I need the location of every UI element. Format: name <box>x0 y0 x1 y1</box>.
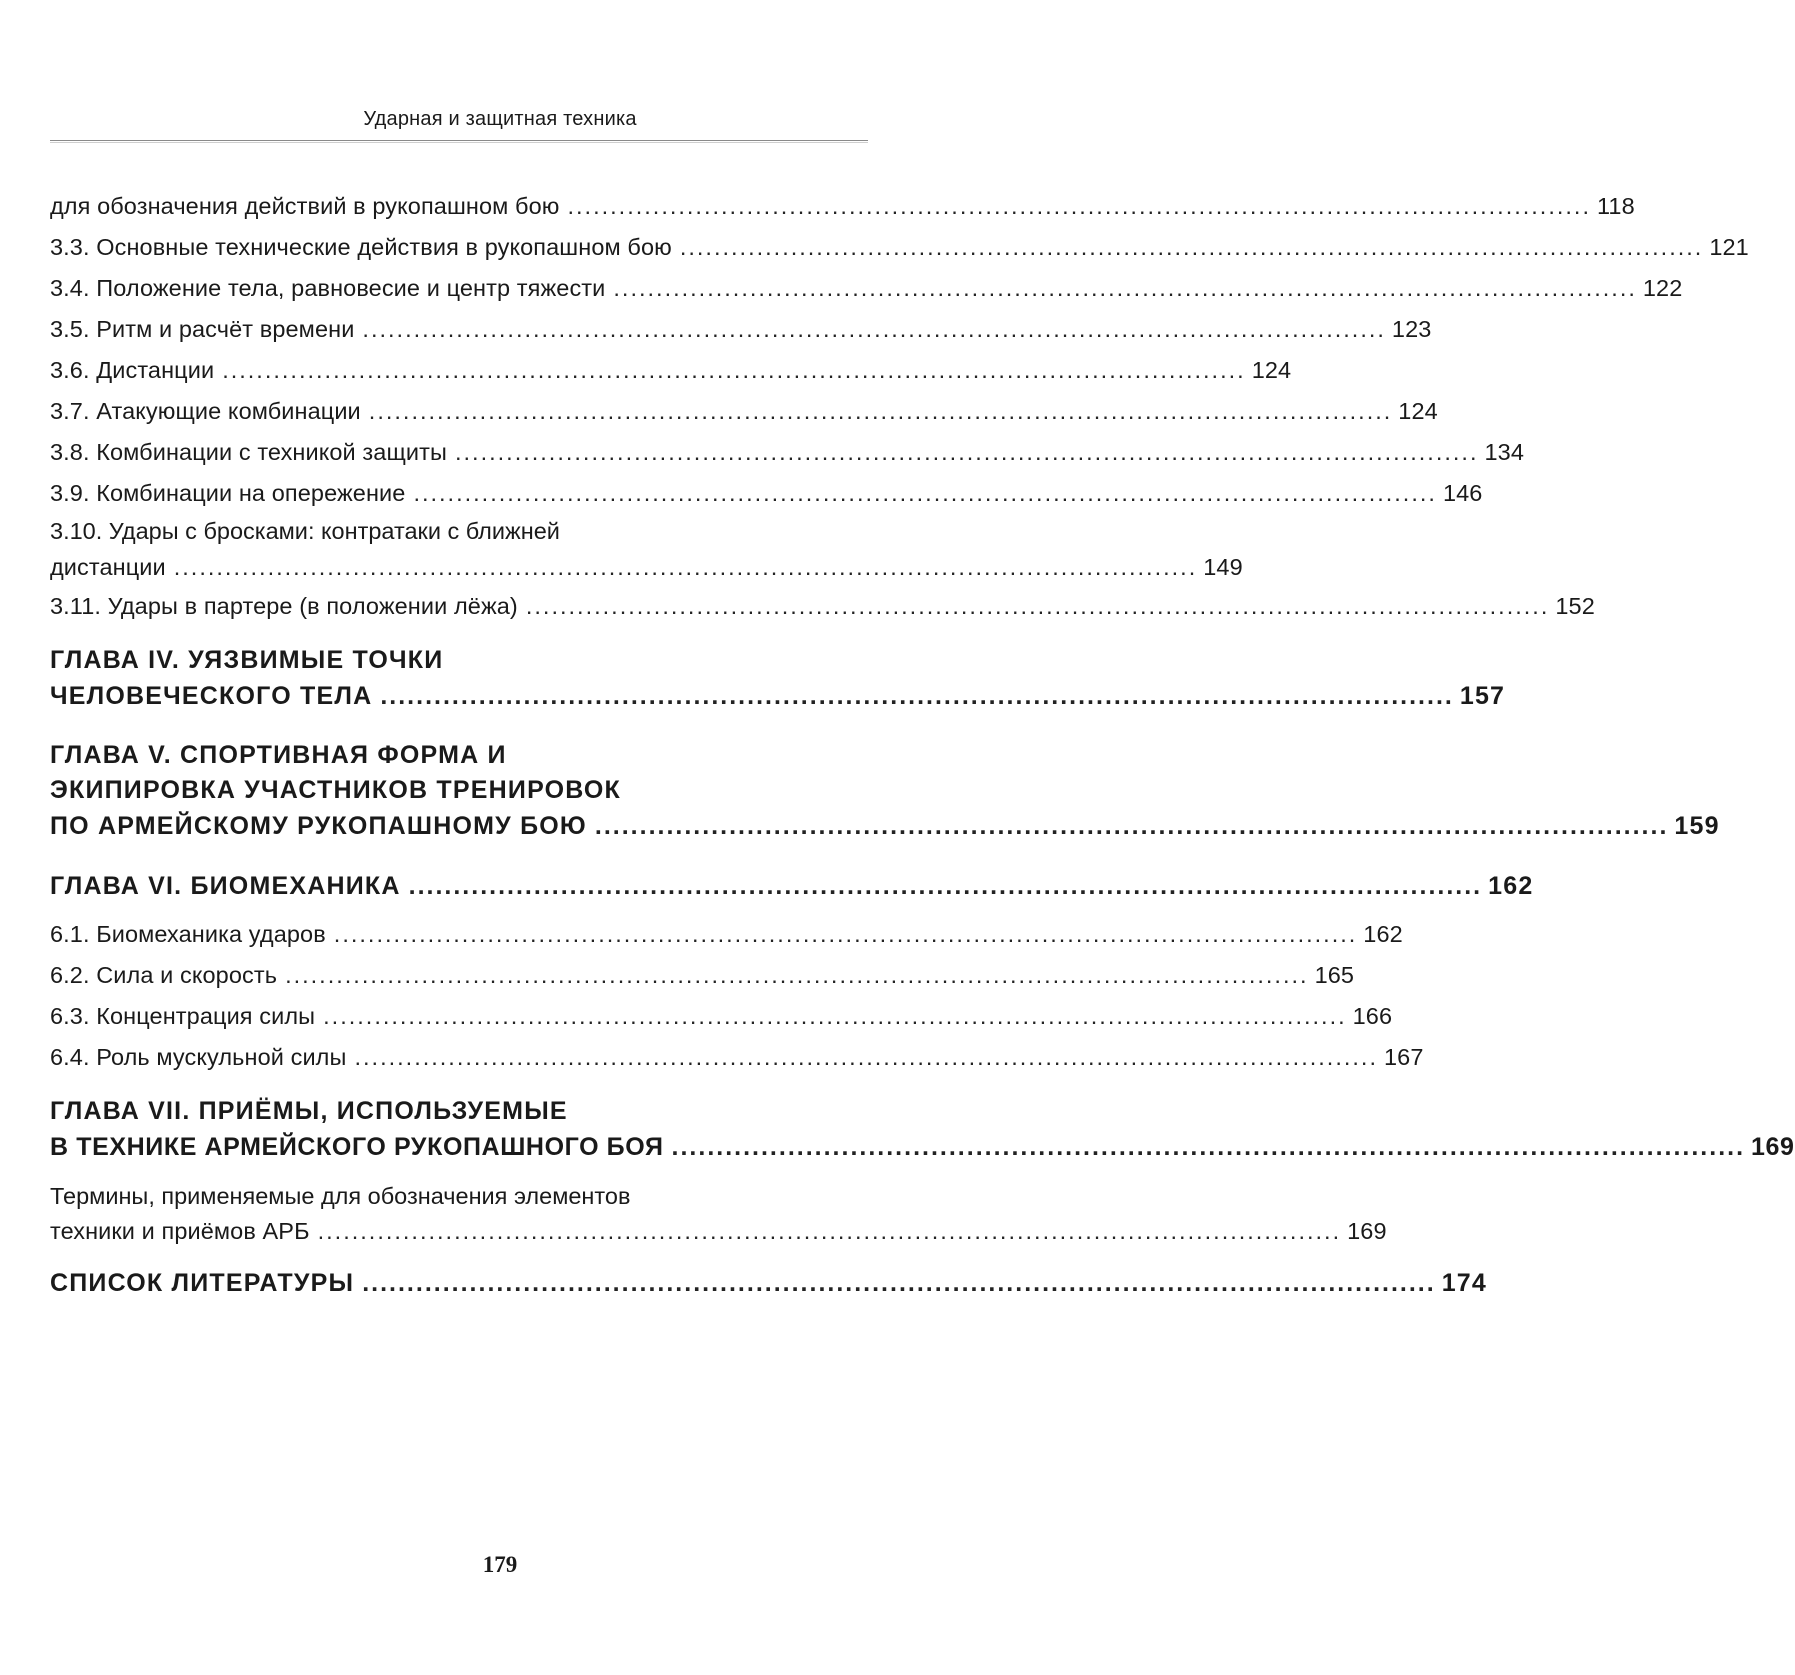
chapter-entry[interactable] <box>50 738 1720 844</box>
chapter-entry[interactable] <box>50 643 1506 714</box>
toc-entry[interactable] <box>50 268 1683 309</box>
toc-entry-page: 165 <box>1314 962 1355 988</box>
toc-entry[interactable] <box>50 432 1524 473</box>
dot-leader: ........................................................................................................................ <box>525 593 1550 619</box>
toc-entry-title: 3.6. Дистанции <box>50 357 215 383</box>
chapter-title-cont: ЧЕЛОВЕЧЕСКОГО ТЕЛА <box>50 682 373 710</box>
dot-leader: ........................................................................................................................ <box>285 962 1309 988</box>
toc-entry-title: 3.9. Комбинации на опережение <box>50 480 406 506</box>
chapter-title: СПИСОК ЛИТЕРАТУРЫ <box>50 1269 355 1297</box>
dot-leader: ........................................................................................................................ <box>413 480 1437 506</box>
toc-entry-title: 6.1. Биомеханика ударов <box>50 921 326 947</box>
chapter-title: ГЛАВА VI. БИОМЕХАНИКА <box>50 872 401 900</box>
page-number: 179 <box>482 1552 518 1577</box>
toc-entry-title: 3.5. Ритм и расчёт времени <box>50 316 355 342</box>
toc-entry-title: 6.4. Роль мускульной силы <box>50 1044 347 1070</box>
toc-entry-title: 3.7. Атакующие комбинации <box>50 398 361 424</box>
toc-entry-page: 134 <box>1484 439 1524 465</box>
chapter-page: 157 <box>1459 682 1506 710</box>
toc-entry-title: 6.2. Сила и скорость <box>50 962 278 988</box>
dot-leader: ........................................................................................................................ <box>671 1133 1746 1161</box>
toc-entry-page: 121 <box>1709 234 1749 260</box>
toc-entry-page: 118 <box>1597 193 1635 219</box>
toc-entry[interactable] <box>50 996 1393 1037</box>
toc-entry-page: 167 <box>1383 1044 1424 1070</box>
chapter-page: 162 <box>1488 872 1534 900</box>
dot-leader: ........................................................................................................................ <box>323 1003 1347 1029</box>
dot-leader: ........................................................................................................................ <box>362 1269 1436 1297</box>
toc-entry-title-cont: техники и приёмов АРБ <box>50 1218 310 1244</box>
dot-leader: ........................................................................................................................ <box>380 682 1454 710</box>
chapter-page: 169 <box>1751 1133 1795 1161</box>
toc-entry[interactable] <box>50 1037 1424 1078</box>
toc-entry-title: Термины, применяемые для обозначения элементов <box>50 1183 631 1209</box>
dot-leader: ........................................................................................................................ <box>222 357 1246 383</box>
table-of-contents <box>50 186 1795 1301</box>
chapter-entry[interactable] <box>50 1094 1795 1165</box>
chapter-entry[interactable] <box>50 868 1534 904</box>
toc-entry-title: 3.8. Комбинации с техникой защиты <box>50 439 447 465</box>
toc-entry-title: 3.11. Удары в партере (в положении лёжа) <box>50 593 518 619</box>
dot-leader: ........................................................................................................................ <box>333 921 1358 947</box>
toc-entry-title: 3.3. Основные технические действия в рукопашном бою <box>50 234 672 260</box>
header-rule <box>50 140 868 143</box>
toc-entry[interactable] <box>50 186 1635 227</box>
dot-leader: ........................................................................................................................ <box>368 398 1393 424</box>
toc-entry-title-cont: дистанции <box>50 554 166 580</box>
dot-leader: ........................................................................................................................ <box>679 234 1704 260</box>
chapter-page: 159 <box>1674 812 1720 840</box>
chapter-page: 174 <box>1441 1269 1488 1297</box>
dot-leader: ........................................................................................................................ <box>317 1218 1342 1244</box>
toc-entry-page: 124 <box>1251 357 1292 383</box>
chapter-title: ГЛАВА VII. ПРИЁМЫ, ИСПОЛЬЗУЕМЫЕ <box>50 1097 568 1125</box>
toc-entry[interactable] <box>50 227 1749 268</box>
chapter-title-cont: В ТЕХНИКЕ АРМЕЙСКОГО РУКОПАШНОГО БОЯ <box>50 1133 664 1161</box>
toc-entry-page: 162 <box>1363 921 1403 947</box>
dot-leader: ........................................................................................................................ <box>454 439 1479 465</box>
chapter-title: ГЛАВА IV. УЯЗВИМЫЕ ТОЧКИ <box>50 646 444 674</box>
toc-entry-page: 166 <box>1352 1003 1393 1029</box>
toc-entry-title: 6.3. Концентрация силы <box>50 1003 316 1029</box>
chapter-title: ГЛАВА V. СПОРТИВНАЯ ФОРМА И <box>50 741 507 769</box>
dot-leader: ........................................................................................................................ <box>173 554 1198 580</box>
toc-entry[interactable] <box>50 586 1595 627</box>
dot-leader: ........................................................................................................................ <box>594 812 1669 840</box>
toc-entry[interactable] <box>50 514 1243 586</box>
toc-entry[interactable] <box>50 914 1403 955</box>
dot-leader: ........................................................................................................................ <box>408 872 1483 900</box>
toc-entry[interactable] <box>50 1179 1387 1249</box>
dot-leader: ........................................................................................................................ <box>354 1044 1378 1070</box>
toc-entry[interactable] <box>50 473 1483 514</box>
toc-entry-page: 149 <box>1203 554 1243 580</box>
toc-entry-page: 122 <box>1642 275 1683 301</box>
toc-entry[interactable] <box>50 955 1355 996</box>
running-head: Ударная и защитная техника <box>363 108 637 130</box>
chapter-title-cont: ЭКИПИРОВКА УЧАСТНИКОВ ТРЕНИРОВОК <box>50 776 622 804</box>
toc-entry-page: 123 <box>1391 316 1432 342</box>
toc-entry-page: 146 <box>1442 480 1483 506</box>
toc-entry[interactable] <box>50 350 1292 391</box>
toc-entry-page: 169 <box>1347 1218 1387 1244</box>
toc-entry-title: 3.10. Удары с бросками: контратаки с ближней <box>50 518 560 544</box>
toc-entry[interactable] <box>50 391 1438 432</box>
toc-entry-page: 152 <box>1555 593 1595 619</box>
toc-entry-title: 3.4. Положение тела, равновесие и центр тяжести <box>50 275 606 301</box>
dot-leader: ........................................................................................................................ <box>362 316 1386 342</box>
chapter-entry[interactable] <box>50 1265 1488 1301</box>
chapter-title-cont: ПО АРМЕЙСКОМУ РУКОПАШНОМУ БОЮ <box>50 812 587 840</box>
dot-leader: ........................................................................................................................ <box>613 275 1637 301</box>
toc-entry-title: для обозначения действий в рукопашном бою <box>50 193 560 219</box>
toc-entry-page: 124 <box>1398 398 1438 424</box>
dot-leader: ........................................................................................................................ <box>567 193 1591 219</box>
toc-entry[interactable] <box>50 309 1432 350</box>
